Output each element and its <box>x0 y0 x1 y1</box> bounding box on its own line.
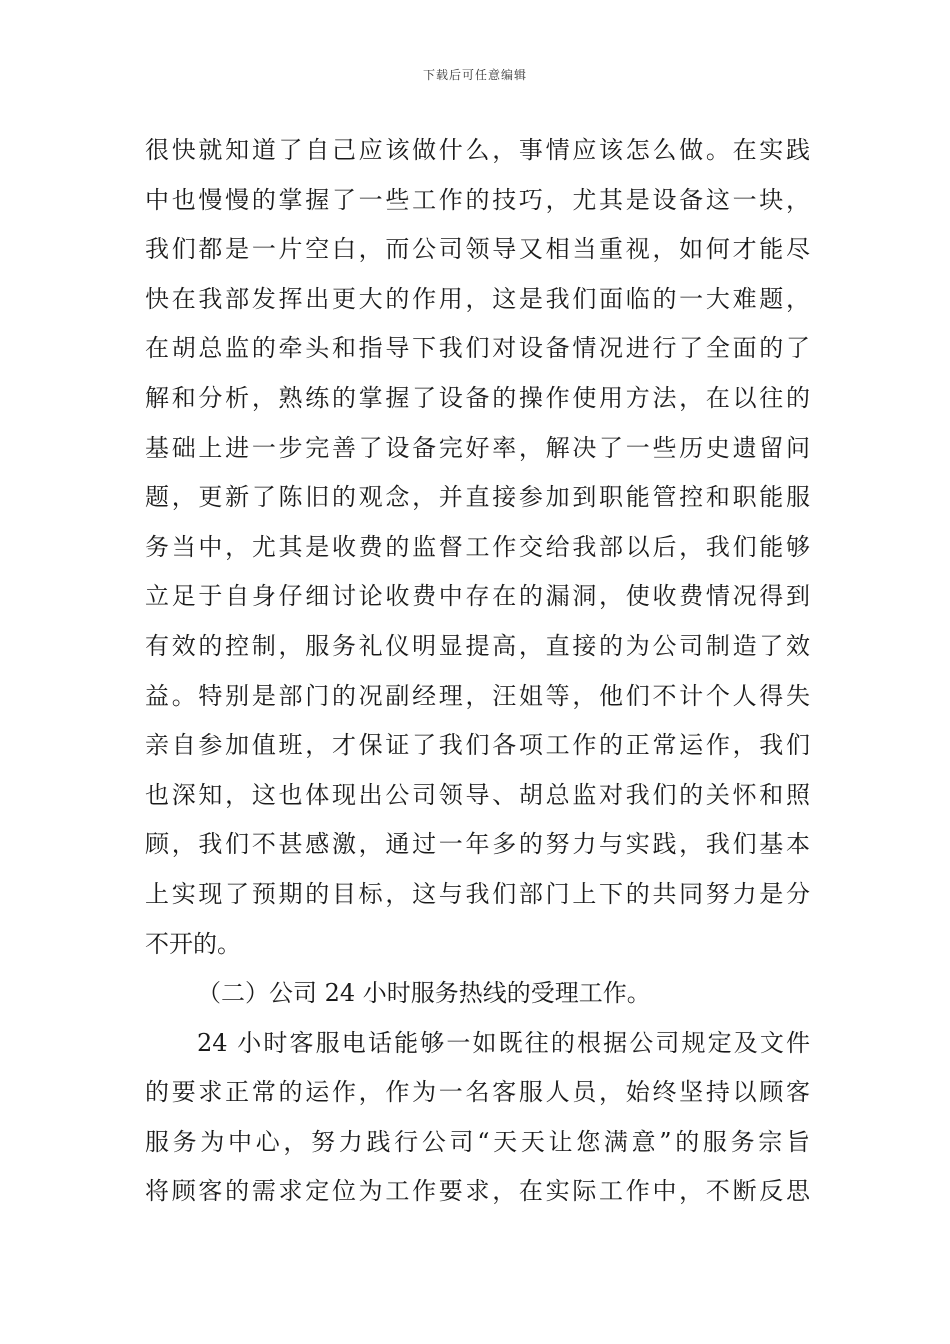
text-line: 很快就知道了自己应该做什么，事情应该怎么做。在实践 <box>145 136 810 164</box>
paragraph-2 <box>145 1019 810 1217</box>
text-line: 亲自参加值班，才保证了我们各项工作的正常运作，我们 <box>145 731 810 760</box>
text-line: 解和分析，熟练的掌握了设备的操作使用方法，在以往的 <box>145 383 810 412</box>
text-line: 服务为中心，努力践行公司“天天让您满意”的服务宗旨 <box>145 1127 810 1156</box>
text-line: 顾，我们不甚感激，通过一年多的努力与实践，我们基本 <box>145 830 810 859</box>
page-header-note: 下载后可任意编辑 <box>422 68 527 82</box>
text-line: 我们都是一片空白，而公司领导又相当重视，如何才能尽 <box>145 235 810 264</box>
text-line: 快在我部发挥出更大的作用，这是我们面临的一大难题， <box>145 284 810 313</box>
text-line: 24 小时客服电话能够一如既往的根据公司规定及文件 <box>197 1028 810 1057</box>
text-line: 基础上进一步完善了设备完好率，解决了一些历史遗留问 <box>145 433 810 462</box>
text-line: 题，更新了陈旧的观念，并直接参加到职能管控和职能服 <box>145 483 810 512</box>
section-heading: （二）公司 24 小时服务热线的受理工作。 <box>197 979 651 1008</box>
paragraph-1 <box>145 126 810 969</box>
text-line: 的要求正常的运作，作为一名客服人员，始终坚持以顾客 <box>145 1078 810 1107</box>
text-line: 将顾客的需求定位为工作要求，在实际工作中，不断反思 <box>145 1177 810 1206</box>
text-line: 立足于自身仔细讨论收费中存在的漏洞，使收费情况得到 <box>145 582 810 611</box>
text-line: 有效的控制，服务礼仪明显提高，直接的为公司制造了效 <box>145 631 810 660</box>
text-line: 益。特别是部门的况副经理，汪姐等，他们不计个人得失 <box>145 681 810 710</box>
text-line: 上实现了预期的目标，这与我们部门上下的共同努力是分 <box>145 879 810 908</box>
text-line: 务当中，尤其是收费的监督工作交给我部以后，我们能够 <box>145 532 810 561</box>
text-line: 不开的。 <box>145 929 241 958</box>
text-line: 中也慢慢的掌握了一些工作的技巧，尤其是设备这一块， <box>145 185 810 214</box>
text-line: 在胡总监的牵头和指导下我们对设备情况进行了全面的了 <box>145 334 810 363</box>
text-line: 也深知，这也体现出公司领导、胡总监对我们的关怀和照 <box>145 780 810 809</box>
document-body <box>145 126 810 1217</box>
